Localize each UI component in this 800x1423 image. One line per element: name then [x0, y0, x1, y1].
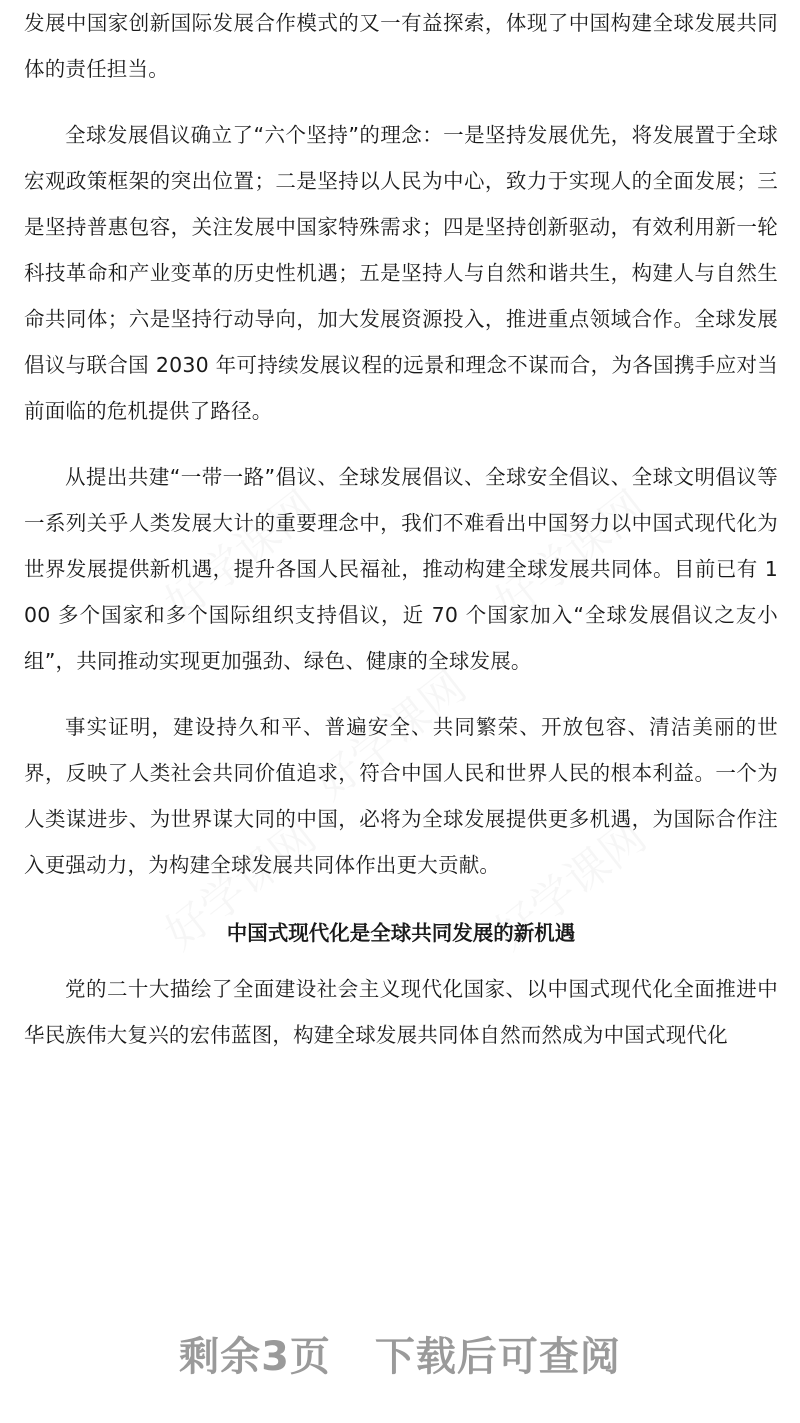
- paragraph: 党的二十大描绘了全面建设社会主义现代化国家、以中国式现代化全面推进中华民族伟大复兴的宏伟蓝图，构建全球发展共同体自然而然成为中国式现代化: [24, 977, 778, 1047]
- download-prompt[interactable]: [0, 1318, 800, 1388]
- remaining-pages-label: 剩余3页: [179, 1333, 331, 1380]
- paragraph: 事实证明，建设持久和平、普遍安全、共同繁荣、开放包容、清洁美丽的世界，反映了人类社会共同价值追求，符合中国人民和世界人民的根本利益。一个为人类谋进步、为世界谋大同的中国，必将为全球发展提供更多机遇，为国际合作注入更强动力，为构建全球发展共同体作出更大贡献。: [24, 715, 778, 877]
- paragraph: 发展中国家创新国际发展合作模式的又一有益探索，体现了中国构建全球发展共同体的责任担当。: [24, 11, 778, 81]
- paragraph: 从提出共建“一带一路”倡议、全球发展倡议、全球安全倡议、全球文明倡议等一系列关乎人类发展大计的重要理念中，我们不难看出中国努力以中国式现代化为世界发展提供新机遇，提升各国人民福祉，推动构建全球发展共同体。目前已有 100 多个国家和多个国际组织支持倡议，近 70 个国家加入“全球发展倡议之友小组”，共同推动实现更加强劲、绿色、健康的全球发展。: [24, 465, 778, 673]
- paragraph: 全球发展倡议确立了“六个坚持”的理念：一是坚持发展优先，将发展置于全球宏观政策框架的突出位置；二是坚持以人民为中心，致力于实现人的全面发展；三是坚持普惠包容，关注发展中国家特殊需求；四是坚持创新驱动，有效利用新一轮科技革命和产业变革的历史性机遇；五是坚持人与自然和谐共生，构建人与自然生命共同体；六是坚持行动导向，加大发展资源投入，推进重点领域合作。全球发展倡议与联合国 2030 年可持续发展议程的远景和理念不谋而合，为各国携手应对当前面临的危机提供了路径。: [24, 123, 778, 423]
- download-hint-label: 下载后可查阅: [374, 1333, 621, 1380]
- section-heading: 中国式现代化是全球共同发展的新机遇: [226, 921, 576, 945]
- document-body: [24, 0, 778, 1058]
